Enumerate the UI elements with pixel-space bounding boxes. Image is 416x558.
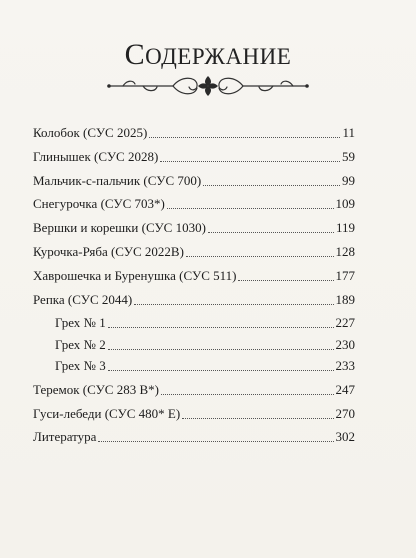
- dot-leader: [108, 370, 334, 371]
- toc-entry-page: 119: [335, 220, 355, 235]
- toc-entry-page: 11: [342, 125, 355, 140]
- toc-entry[interactable]: [33, 290, 355, 308]
- toc-entry-title: Грех № 3: [55, 358, 106, 373]
- toc-entry-page: 128: [335, 244, 355, 259]
- dot-leader: [167, 208, 334, 209]
- ornament-divider-icon: [103, 68, 313, 104]
- toc-entry-page: 109: [335, 196, 355, 211]
- toc-entry[interactable]: [33, 427, 355, 445]
- toc-entry-title: Глинышек (СУС 2028): [33, 149, 159, 164]
- toc-subentry[interactable]: [55, 356, 355, 374]
- toc-entry-title: Колобок (СУС 2025): [33, 125, 148, 140]
- dot-leader: [186, 256, 334, 257]
- toc-entry-title: Литература: [33, 429, 97, 444]
- toc-entry-title: Курочка-Ряба (СУС 2022В): [33, 244, 184, 259]
- toc-entry-title: Теремок (СУС 283 В*): [33, 382, 159, 397]
- toc-entry-title: Грех № 2: [55, 337, 106, 352]
- toc-entry-title: Снегурочка (СУС 703*): [33, 196, 165, 211]
- toc-entry[interactable]: [33, 147, 355, 165]
- toc-entry-page: 233: [335, 358, 355, 373]
- dot-leader: [238, 280, 333, 281]
- toc-subentry[interactable]: [55, 335, 355, 353]
- toc-entry-page: 270: [335, 406, 355, 421]
- page-title: [0, 38, 416, 72]
- toc-entry[interactable]: [33, 242, 355, 260]
- toc-entry-title: Хаврошечка и Буренушка (СУС 511): [33, 268, 237, 283]
- toc-entry[interactable]: [33, 194, 355, 212]
- title-rest: ОДЕРЖАНИЕ: [145, 44, 292, 69]
- dot-leader: [182, 418, 333, 419]
- dot-leader: [161, 394, 334, 395]
- toc-entry[interactable]: [33, 266, 355, 284]
- toc-entry-page: 230: [335, 337, 355, 352]
- dot-leader: [134, 304, 333, 305]
- toc-entry-title: Вершки и корешки (СУС 1030): [33, 220, 206, 235]
- toc-entry-title: Мальчик-с-пальчик (СУС 700): [33, 173, 202, 188]
- toc-entry-page: 189: [335, 292, 355, 307]
- toc-entry-page: 302: [335, 429, 355, 444]
- toc-entry-title: Гуси-лебеди (СУС 480* Е): [33, 406, 181, 421]
- toc-entry-page: 99: [342, 173, 355, 188]
- toc-entry[interactable]: [33, 380, 355, 398]
- toc-entry[interactable]: [33, 404, 355, 422]
- toc-entry-title: Грех № 1: [55, 315, 106, 330]
- title-initial: С: [124, 38, 146, 71]
- dot-leader: [98, 441, 333, 442]
- toc-entry-page: 227: [335, 315, 355, 330]
- toc-entry[interactable]: [33, 171, 355, 189]
- toc-entry-title: Репка (СУС 2044): [33, 292, 133, 307]
- dot-leader: [203, 185, 340, 186]
- toc-entry-page: 59: [342, 149, 355, 164]
- toc-entry-page: 177: [335, 268, 355, 283]
- dot-leader: [108, 327, 334, 328]
- dot-leader: [208, 232, 334, 233]
- dot-leader: [108, 349, 334, 350]
- toc-entry[interactable]: [33, 123, 355, 141]
- dot-leader: [149, 137, 340, 138]
- toc-subentry[interactable]: [55, 313, 355, 331]
- toc-entry-page: 247: [335, 382, 355, 397]
- dot-leader: [160, 161, 340, 162]
- toc-entry[interactable]: [33, 218, 355, 236]
